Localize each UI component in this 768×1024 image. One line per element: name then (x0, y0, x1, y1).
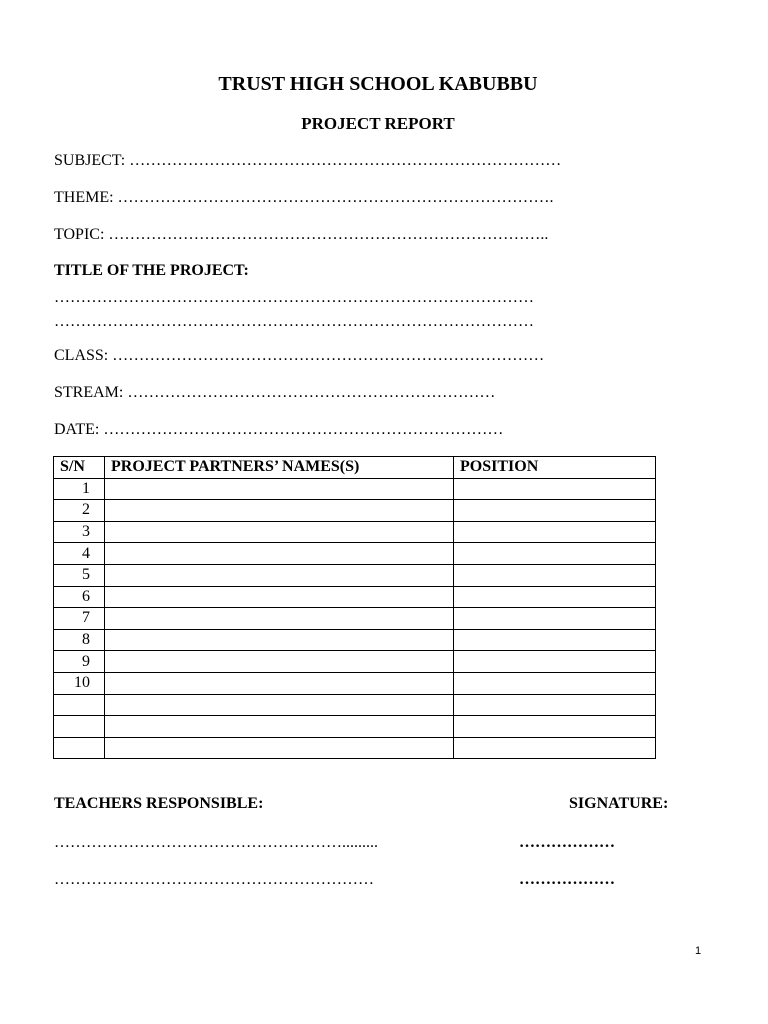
teacher-line-1: ………………………………………………......... (54, 834, 378, 851)
stream-field: STREAM: …………………………………………………………… (54, 384, 496, 401)
topic-field: TOPIC: ……………………………………………………………………….. (54, 226, 549, 243)
sn-cell[interactable]: 3 (54, 521, 105, 543)
sn-cell[interactable]: 10 (54, 672, 105, 694)
position-cell[interactable] (454, 672, 656, 694)
sn-cell[interactable] (54, 694, 105, 716)
position-cell[interactable] (454, 651, 656, 673)
position-cell[interactable] (454, 521, 656, 543)
name-cell[interactable] (105, 737, 454, 759)
page-number: 1 (695, 945, 702, 957)
sn-cell[interactable]: 7 (54, 608, 105, 630)
sn-cell[interactable]: 4 (54, 543, 105, 565)
table-row (54, 651, 656, 673)
name-cell[interactable] (105, 608, 454, 630)
teachers-responsible-label: TEACHERS RESPONSIBLE: (54, 795, 264, 812)
project-title-line-1: ……………………………………………………………………………… (54, 289, 534, 306)
header-sn: S/N (54, 457, 105, 479)
position-cell[interactable] (454, 543, 656, 565)
signature-label: SIGNATURE: (569, 795, 669, 812)
subject-field: SUBJECT: ……………………………………………………………………… (54, 152, 562, 169)
theme-field: THEME: ………………………………………………………………………. (54, 189, 554, 206)
sn-cell[interactable]: 6 (54, 586, 105, 608)
position-cell[interactable] (454, 586, 656, 608)
position-cell[interactable] (454, 608, 656, 630)
name-cell[interactable] (105, 564, 454, 586)
table-row (54, 694, 656, 716)
position-cell[interactable] (454, 564, 656, 586)
name-cell[interactable] (105, 500, 454, 522)
name-cell[interactable] (105, 672, 454, 694)
partners-table (53, 456, 656, 759)
project-title-label: TITLE OF THE PROJECT: (54, 262, 249, 279)
report-title: PROJECT REPORT (301, 114, 455, 133)
position-cell[interactable] (454, 737, 656, 759)
date-field: DATE: ………………………………………………………………… (54, 421, 504, 438)
table-row (54, 608, 656, 630)
table-row (54, 629, 656, 651)
table-row (54, 586, 656, 608)
sn-cell[interactable] (54, 716, 105, 738)
table-row (54, 521, 656, 543)
position-cell[interactable] (454, 629, 656, 651)
sn-cell[interactable]: 5 (54, 564, 105, 586)
sn-cell[interactable]: 2 (54, 500, 105, 522)
signature-line-1: ……………… (519, 834, 615, 851)
signature-line-2: ……………… (519, 871, 615, 888)
header-position: POSITION (454, 457, 656, 479)
sn-cell[interactable]: 9 (54, 651, 105, 673)
name-cell[interactable] (105, 543, 454, 565)
table-row (54, 672, 656, 694)
position-cell[interactable] (454, 716, 656, 738)
name-cell[interactable] (105, 651, 454, 673)
name-cell[interactable] (105, 478, 454, 500)
project-title-line-2: ……………………………………………………………………………… (54, 313, 534, 330)
table-row (54, 500, 656, 522)
name-cell[interactable] (105, 629, 454, 651)
table-row (54, 716, 656, 738)
sn-cell[interactable] (54, 737, 105, 759)
table-row (54, 564, 656, 586)
table-header-row (54, 457, 656, 479)
name-cell[interactable] (105, 521, 454, 543)
name-cell[interactable] (105, 586, 454, 608)
header-names: PROJECT PARTNERS’ NAMES(S) (105, 457, 454, 479)
name-cell[interactable] (105, 716, 454, 738)
name-cell[interactable] (105, 694, 454, 716)
school-name: TRUST HIGH SCHOOL KABUBBU (218, 73, 538, 95)
position-cell[interactable] (454, 500, 656, 522)
position-cell[interactable] (454, 478, 656, 500)
table-body (54, 478, 656, 759)
sn-cell[interactable]: 1 (54, 478, 105, 500)
position-cell[interactable] (454, 694, 656, 716)
table-row (54, 478, 656, 500)
class-field: CLASS: ……………………………………………………………………… (54, 347, 545, 364)
sn-cell[interactable]: 8 (54, 629, 105, 651)
table-row (54, 737, 656, 759)
teacher-line-2: …………………………………………………… (54, 871, 374, 888)
table-row (54, 543, 656, 565)
